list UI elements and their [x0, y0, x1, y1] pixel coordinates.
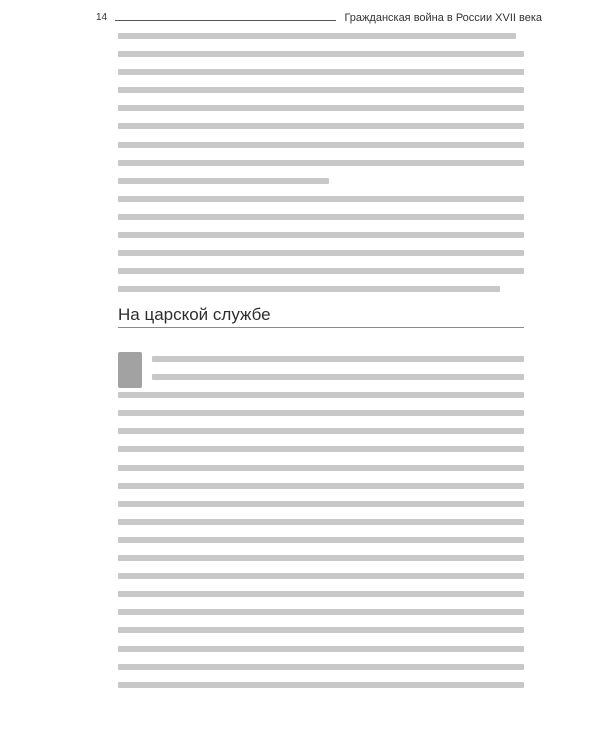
- running-header: [96, 8, 542, 26]
- text-line: [118, 214, 524, 220]
- text-line: [118, 142, 524, 148]
- text-line: [118, 483, 524, 489]
- text-line: [118, 646, 524, 652]
- header-rule: [115, 20, 336, 21]
- text-line: [118, 392, 524, 398]
- heading-rule: [118, 327, 524, 328]
- text-line: [118, 591, 524, 597]
- text-line: [152, 356, 524, 362]
- text-line: [118, 537, 524, 543]
- text-line: [118, 87, 524, 93]
- text-line: [118, 69, 524, 75]
- text-line: [118, 178, 329, 184]
- text-line: [118, 682, 524, 688]
- paragraph-block-1: [118, 33, 524, 304]
- text-line: [118, 501, 524, 507]
- page-number: 14: [96, 12, 108, 23]
- paragraph-block-2: [118, 356, 524, 700]
- text-line: [118, 519, 524, 525]
- text-line: [118, 428, 524, 434]
- text-line: [118, 627, 524, 633]
- text-line: [118, 33, 516, 39]
- text-line: [118, 465, 524, 471]
- text-line: [118, 286, 500, 292]
- running-title: Гражданская война в России XVII века: [344, 12, 542, 24]
- section-heading: На царской службе: [118, 305, 271, 324]
- text-line: [118, 51, 524, 57]
- text-line: [118, 664, 524, 670]
- text-line: [118, 609, 524, 615]
- text-line: [118, 268, 524, 274]
- text-line: [118, 160, 524, 166]
- text-line: [118, 196, 524, 202]
- text-line: [118, 410, 524, 416]
- text-line: [118, 573, 524, 579]
- text-line: [118, 250, 524, 256]
- text-line: [118, 123, 524, 129]
- text-line: [118, 232, 524, 238]
- text-line: [152, 374, 524, 380]
- text-line: [118, 105, 524, 111]
- text-line: [118, 446, 524, 452]
- text-line: [118, 555, 524, 561]
